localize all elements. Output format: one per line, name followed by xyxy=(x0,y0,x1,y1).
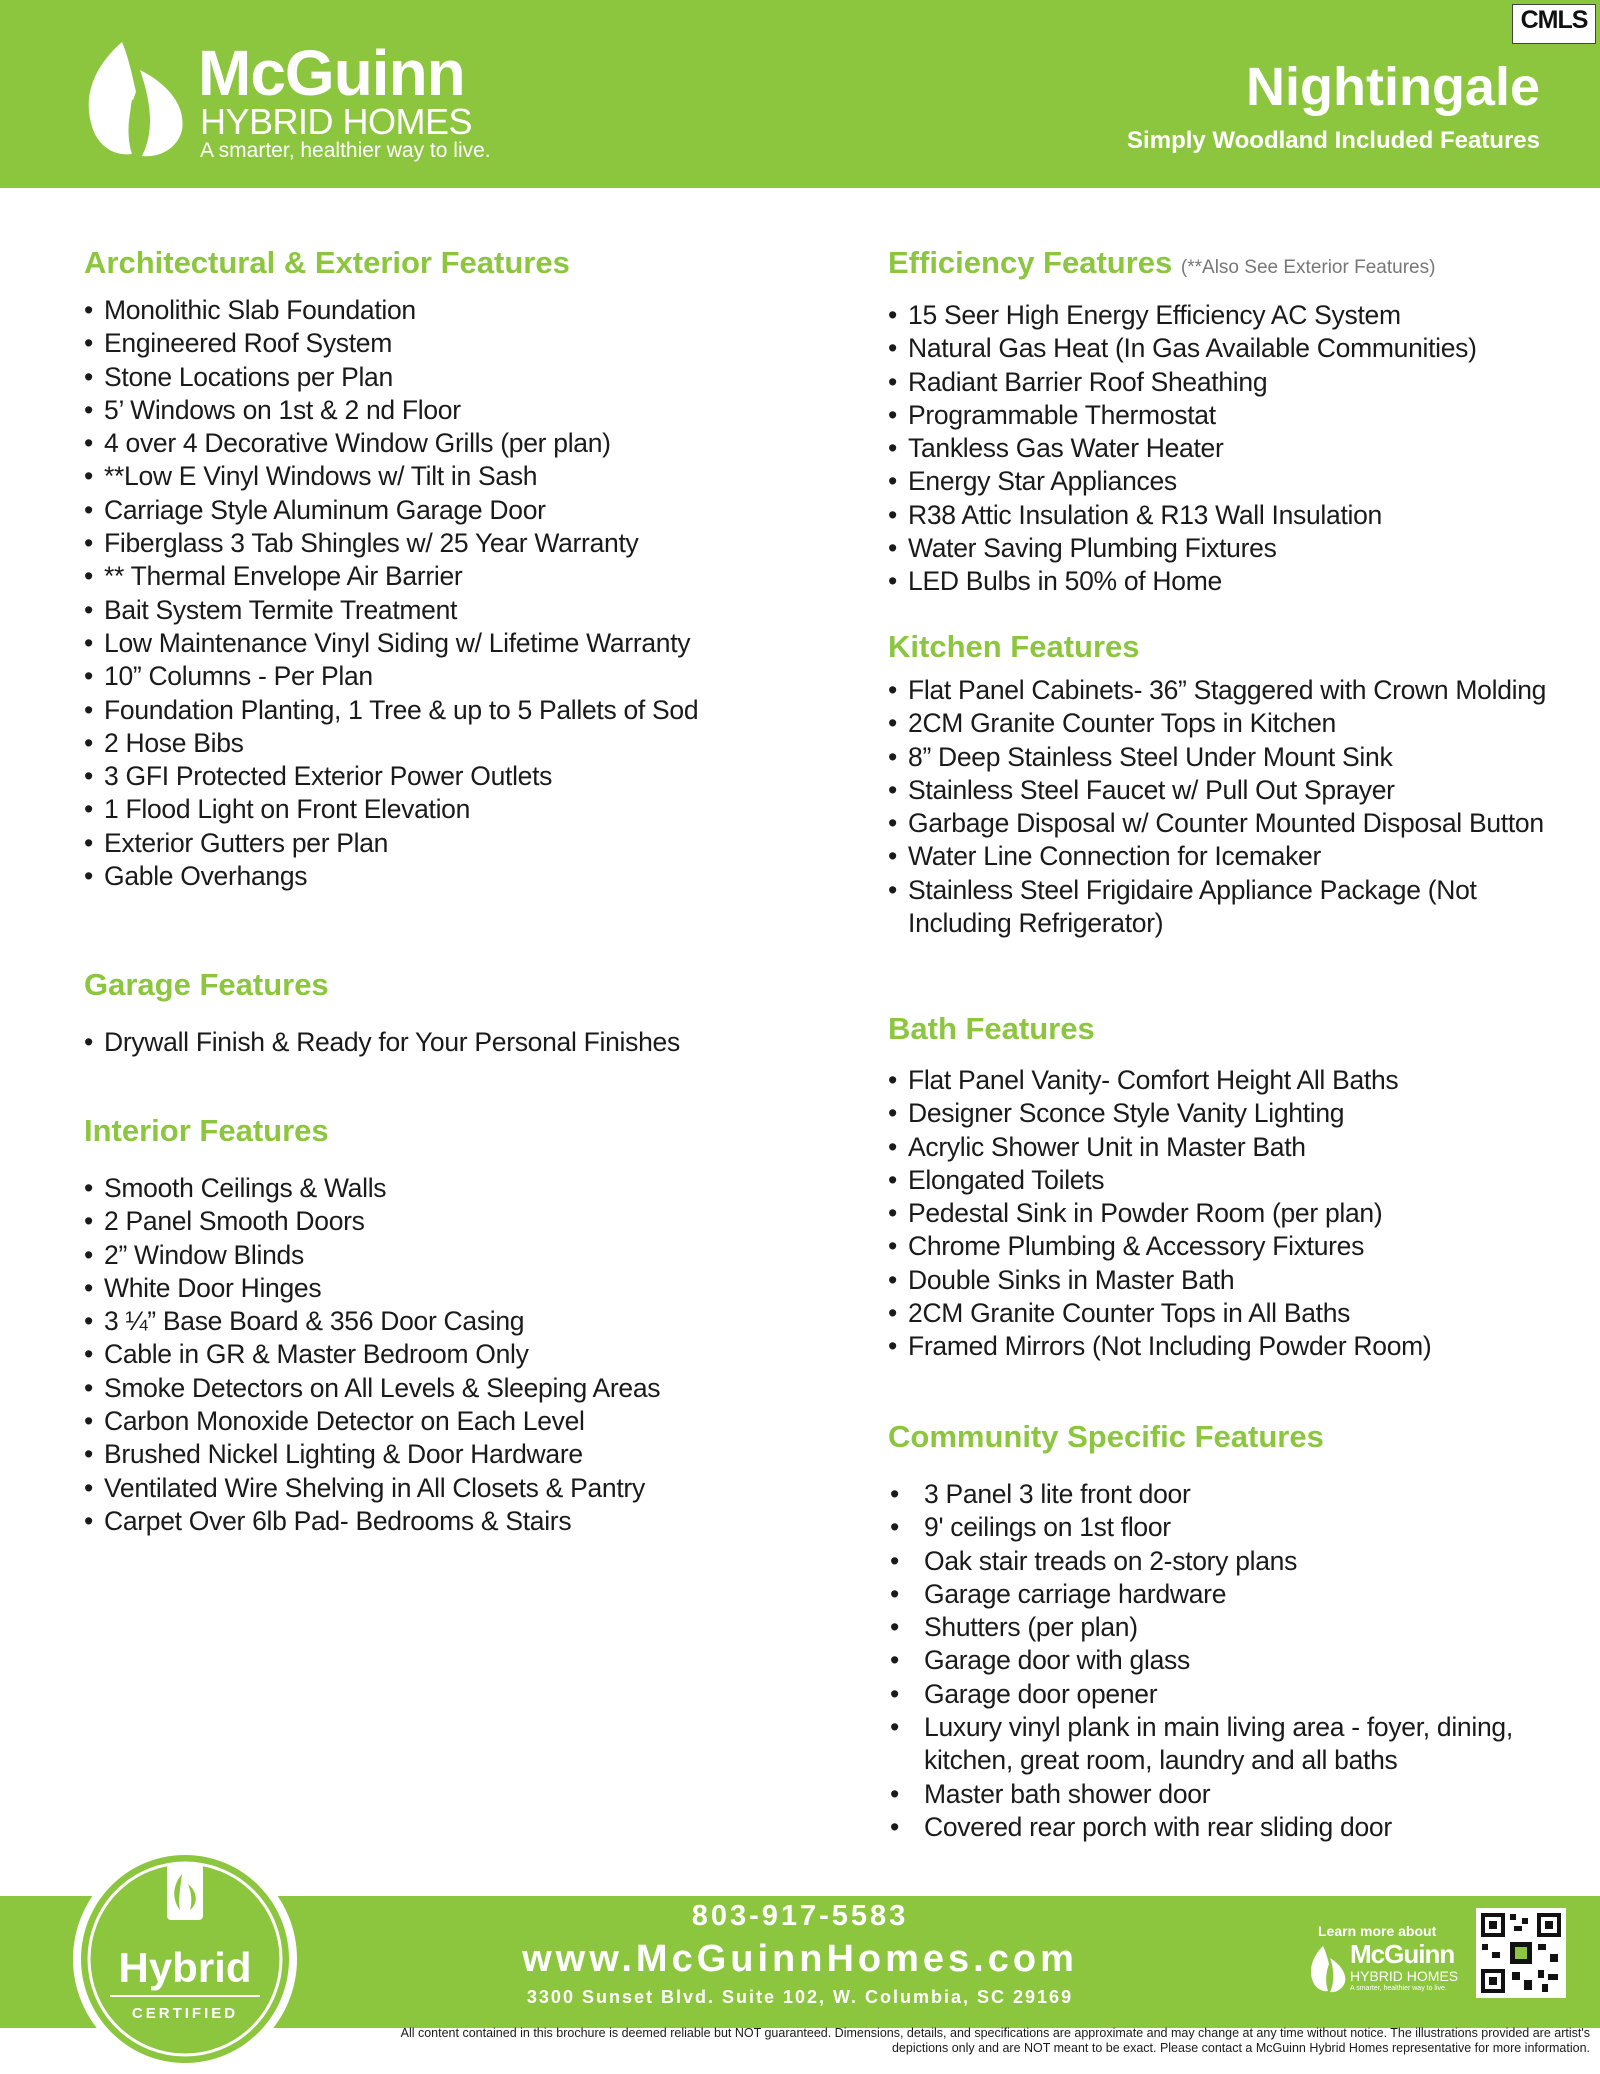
feature-item: • **Low E Vinyl Windows w/ Tilt in Sash xyxy=(84,460,698,493)
feature-item: • Cable in GR & Master Bedroom Only xyxy=(84,1338,660,1371)
brand-tagline: A smarter, healthier way to live. xyxy=(200,139,491,162)
section-title: Community Specific Features xyxy=(888,1419,1324,1454)
section-architectural xyxy=(84,244,698,893)
learn-brand-sub: HYBRID HOMES xyxy=(1350,1968,1459,1984)
feature-item: • 8” Deep Stainless Steel Under Mount Sink xyxy=(888,741,1568,774)
feature-item: • Radiant Barrier Roof Sheathing xyxy=(888,366,1477,399)
feature-item: • Drywall Finish & Ready for Your Personal Finishes xyxy=(84,1026,680,1059)
section-title: Bath Features xyxy=(888,1011,1095,1046)
section-title: Garage Features xyxy=(84,967,329,1002)
feature-item: • Water Line Connection for Icemaker xyxy=(888,840,1568,873)
feature-item: • Stone Locations per Plan xyxy=(84,361,698,394)
feature-item: • Flat Panel Cabinets- 36” Staggered with Crown Molding xyxy=(888,674,1568,707)
feature-item: • Exterior Gutters per Plan xyxy=(84,827,698,860)
feature-item: • Master bath shower door xyxy=(888,1778,1538,1811)
footer-address: 3300 Sunset Blvd. Suite 102, W. Columbia, SC 29169 xyxy=(526,1987,1074,2007)
feature-item: • Energy Star Appliances xyxy=(888,465,1477,498)
feature-item: • Elongated Toilets xyxy=(888,1164,1431,1197)
feature-item: • Carriage Style Aluminum Garage Door xyxy=(84,494,698,527)
mls-badge-mark xyxy=(1513,35,1595,41)
section-efficiency xyxy=(888,244,1477,599)
section-bath xyxy=(888,1010,1431,1364)
brand-subname: HYBRID HOMES xyxy=(200,101,473,142)
mls-badge xyxy=(1512,4,1596,44)
section-title xyxy=(888,244,1477,287)
feature-item: • Covered rear porch with rear sliding door xyxy=(888,1811,1538,1844)
feature-item: • Shutters (per plan) xyxy=(888,1611,1538,1644)
learn-brand-tagline: A smarter, healthier way to live. xyxy=(1350,1985,1447,1992)
feature-item: • Pedestal Sink in Powder Room (per plan) xyxy=(888,1197,1431,1230)
feature-item: • 4 over 4 Decorative Window Grills (per plan) xyxy=(84,427,698,460)
feature-item: • Gable Overhangs xyxy=(84,860,698,893)
feature-item: • Low Maintenance Vinyl Siding w/ Lifetime Warranty xyxy=(84,627,698,660)
feature-item: • Designer Sconce Style Vanity Lighting xyxy=(888,1097,1431,1130)
feature-item: • Carbon Monoxide Detector on Each Level xyxy=(84,1405,660,1438)
section-note: (**Also See Exterior Features) xyxy=(1180,257,1436,278)
feature-item: • Carpet Over 6lb Pad- Bedrooms & Stairs xyxy=(84,1505,660,1538)
learn-brand-name: McGuinn xyxy=(1350,1939,1455,1969)
footer-phone[interactable]: 803-917-5583 xyxy=(691,1900,909,1932)
feature-item: • Smoke Detectors on All Levels & Sleeping Areas xyxy=(84,1372,660,1405)
page-title: Nightingale xyxy=(1246,57,1540,117)
feature-item: • Smooth Ceilings & Walls xyxy=(84,1172,660,1205)
section-kitchen xyxy=(888,628,1568,940)
section-garage xyxy=(84,966,680,1059)
feature-item: • Fiberglass 3 Tab Shingles w/ 25 Year Warranty xyxy=(84,527,698,560)
hybrid-certified-badge-icon xyxy=(70,1844,300,2074)
feature-list xyxy=(888,674,1568,940)
learn-more-text: Learn more about xyxy=(1318,1923,1437,1939)
disclaimer-text: All content contained in this brochure is deemed reliable but NOT guaranteed. Dimensions, details, and specifications are approximate and may change at any time without notice. The illustrations provided are artist's depictions only and are NOT meant to be exact. Please contact a McGuinn Hybrid Homes representative for more information. xyxy=(400,2026,1590,2055)
feature-item: • 2” Window Blinds xyxy=(84,1239,660,1272)
feature-item: • Bait System Termite Treatment xyxy=(84,594,698,627)
feature-item: • R38 Attic Insulation & R13 Wall Insulation xyxy=(888,499,1477,532)
feature-item: • Garage carriage hardware xyxy=(888,1578,1538,1611)
section-title-text: Efficiency Features xyxy=(888,245,1173,280)
learn-more-logo[interactable] xyxy=(1306,1922,1468,2010)
feature-item: • White Door Hinges xyxy=(84,1272,660,1305)
feature-item: • Stainless Steel Faucet w/ Pull Out Sprayer xyxy=(888,774,1568,807)
feature-item: • Double Sinks in Master Bath xyxy=(888,1264,1431,1297)
feature-item: • Brushed Nickel Lighting & Door Hardware xyxy=(84,1438,660,1471)
feature-item: • ** Thermal Envelope Air Barrier xyxy=(84,560,698,593)
page-subtitle: Simply Woodland Included Features xyxy=(1127,127,1540,154)
feature-item: • Stainless Steel Frigidaire Appliance Package (Not Including Refrigerator) xyxy=(888,874,1568,941)
feature-list xyxy=(888,1064,1431,1364)
feature-item: • 9' ceilings on 1st floor xyxy=(888,1511,1538,1544)
feature-item: • Tankless Gas Water Heater xyxy=(888,432,1477,465)
feature-item: • 2 Hose Bibs xyxy=(84,727,698,760)
feature-item: • Oak stair treads on 2-story plans xyxy=(888,1545,1538,1578)
brand-name: McGuinn xyxy=(198,37,465,109)
brand-logo[interactable] xyxy=(82,38,502,168)
feature-list xyxy=(888,299,1477,599)
section-title: Interior Features xyxy=(84,1113,329,1148)
feature-item: • 1 Flood Light on Front Elevation xyxy=(84,793,698,826)
feature-item: • Garage door opener xyxy=(888,1678,1538,1711)
feature-item: • Garbage Disposal w/ Counter Mounted Disposal Button xyxy=(888,807,1568,840)
badge-title: Hybrid xyxy=(118,1944,252,1991)
section-interior xyxy=(84,1112,660,1538)
feature-item: • 2CM Granite Counter Tops in Kitchen xyxy=(888,707,1568,740)
section-title: Kitchen Features xyxy=(888,629,1140,664)
feature-item: • Chrome Plumbing & Accessory Fixtures xyxy=(888,1230,1431,1263)
feature-item: • Flat Panel Vanity- Comfort Height All Baths xyxy=(888,1064,1431,1097)
small-leaf-logo-icon xyxy=(1308,1944,1348,1994)
feature-item: • 3 ¼” Base Board & 356 Door Casing xyxy=(84,1305,660,1338)
feature-item: • 5’ Windows on 1st & 2 nd Floor xyxy=(84,394,698,427)
feature-item: • Engineered Roof System xyxy=(84,327,698,360)
feature-item: • Water Saving Plumbing Fixtures xyxy=(888,532,1477,565)
feature-item: • 3 GFI Protected Exterior Power Outlets xyxy=(84,760,698,793)
leaf-logo-icon xyxy=(82,40,190,160)
feature-item: • Luxury vinyl plank in main living area - foyer, dining, kitchen, great room, laundry and all baths xyxy=(888,1711,1538,1778)
feature-item: • Programmable Thermostat xyxy=(888,399,1477,432)
feature-item: • Foundation Planting, 1 Tree & up to 5 Pallets of Sod xyxy=(84,694,698,727)
feature-item: • Ventilated Wire Shelving in All Closets & Pantry xyxy=(84,1472,660,1505)
badge-subtitle: CERTIFIED xyxy=(131,2005,239,2022)
feature-item: • Natural Gas Heat (In Gas Available Communities) xyxy=(888,332,1477,365)
feature-item: • Monolithic Slab Foundation xyxy=(84,294,698,327)
footer-website[interactable]: www.McGuinnHomes.com xyxy=(522,1938,1078,1980)
feature-item: • 2 Panel Smooth Doors xyxy=(84,1205,660,1238)
feature-item: • Acrylic Shower Unit in Master Bath xyxy=(888,1131,1431,1164)
feature-list xyxy=(84,1172,660,1538)
feature-list xyxy=(84,294,698,893)
feature-item: • 2CM Granite Counter Tops in All Baths xyxy=(888,1297,1431,1330)
feature-list xyxy=(888,1478,1538,1844)
feature-item: • LED Bulbs in 50% of Home xyxy=(888,565,1477,598)
section-title: Architectural & Exterior Features xyxy=(84,245,570,280)
feature-item: • Garage door with glass xyxy=(888,1644,1538,1677)
mls-badge-text: CMLS xyxy=(1520,6,1588,34)
feature-item: • 15 Seer High Energy Efficiency AC System xyxy=(888,299,1477,332)
feature-item: • 3 Panel 3 lite front door xyxy=(888,1478,1538,1511)
feature-item: • 10” Columns - Per Plan xyxy=(84,660,698,693)
feature-list xyxy=(84,1026,680,1059)
feature-item: • Framed Mirrors (Not Including Powder Room) xyxy=(888,1330,1431,1363)
section-community xyxy=(888,1418,1538,1844)
qr-code-icon[interactable] xyxy=(1476,1908,1566,1998)
